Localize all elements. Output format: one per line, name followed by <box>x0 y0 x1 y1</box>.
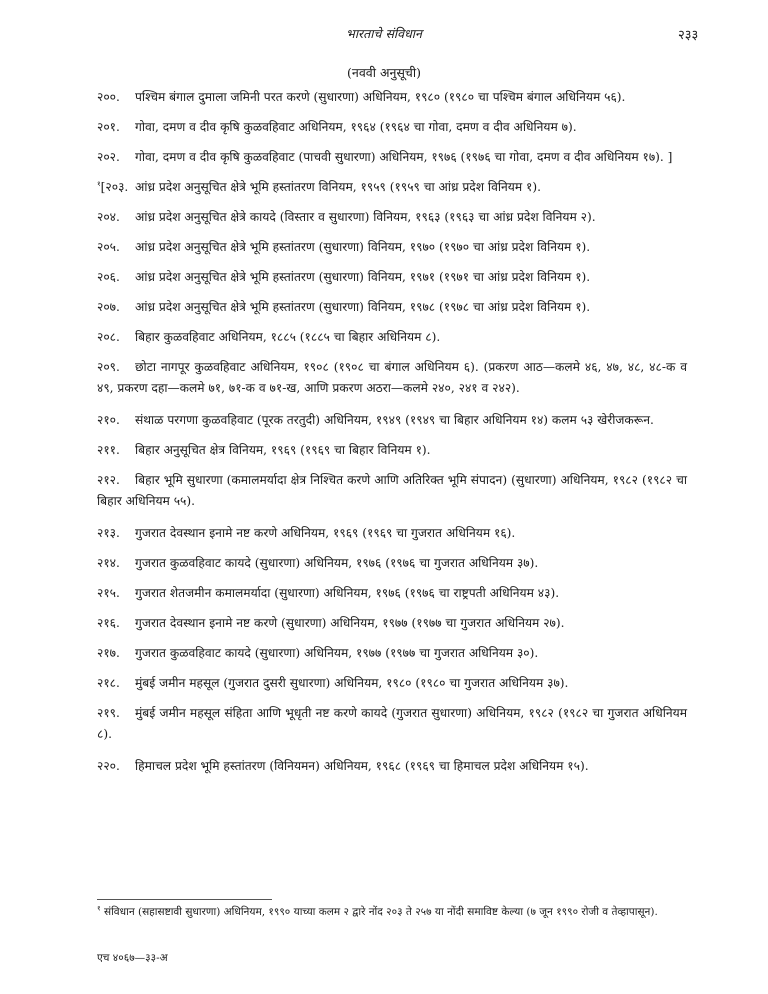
entry-number: २१५. <box>97 586 120 600</box>
entry-number: २०२. <box>97 150 120 164</box>
entry-208 <box>97 327 687 348</box>
entry-212 <box>97 470 687 512</box>
entry-217 <box>97 643 687 664</box>
entry-text: आंध्र प्रदेश अनुसूचित क्षेत्रे भूमि हस्तांतरण (सुधारणा) विनियम, १९७१ (१९७१ चा आंध्र प्रदेश विनियम १). <box>135 270 591 284</box>
entry-number: २०८. <box>97 330 120 344</box>
entry-202 <box>97 147 687 168</box>
entry-number <box>97 177 135 198</box>
entry-number: २१३. <box>97 526 120 540</box>
entry-201 <box>97 117 687 138</box>
entry-214 <box>97 553 687 574</box>
entry-text: छोटा नागपूर कुळवहिवाट अधिनियम, १९०८ (१९०८ चा बंगाल अधिनियम ६). (प्रकरण आठ—कलमे ४६, ४७, ४८, ४८-क व ४९, प्रकरण दहा—कलमे ७१, ७१-क व ७१-ख, आणि प्रकरण अठरा—कलमे २४०, २४१ व २४२). <box>97 360 687 395</box>
entry-216 <box>97 613 687 634</box>
entry-text: गोवा, दमण व दीव कृषि कुळवहिवाट अधिनियम, १९६४ (१९६४ चा गोवा, दमण व दीव अधिनियम ७). <box>135 120 577 134</box>
entry-number: २०६. <box>97 270 120 284</box>
entry-number: २२०. <box>97 759 120 773</box>
entry-text: गुजरात देवस्थान इनामे नष्ट करणे (सुधारणा) अधिनियम, १९७७ (१९७७ चा गुजरात अधिनियम २७). <box>135 616 565 630</box>
footnote-divider <box>97 899 272 900</box>
running-header-title: भारताचे संविधान <box>346 26 422 41</box>
entry-text: गुजरात कुळवहिवाट कायदे (सुधारणा) अधिनियम, १९७६ (१९७६ चा गुजरात अधिनियम ३७). <box>135 556 539 570</box>
entry-215 <box>97 583 687 604</box>
entry-number: २०१. <box>97 120 120 134</box>
entry-200 <box>97 87 687 108</box>
entry-number: २१८. <box>97 676 120 690</box>
entry-205 <box>97 237 687 258</box>
entry-number: २१२. <box>97 473 120 487</box>
entry-203 <box>97 177 687 198</box>
entry-text: मुंबई जमीन महसूल संहिता आणि भूधृती नष्ट करणे कायदे (गुजरात सुधारणा) अधिनियम, १९८२ (१९८२ चा गुजरात अधिनियम ८). <box>97 706 687 741</box>
entry-209 <box>97 357 687 399</box>
entry-text: हिमाचल प्रदेश भूमि हस्तांतरण (विनियमन) अधिनियम, १९६८ (१९६९ चा हिमाचल प्रदेश अधिनियम १५). <box>135 759 589 773</box>
schedule-subtitle: (नववी अनुसूची) <box>347 65 421 80</box>
entry-number: २११. <box>97 443 120 457</box>
entry-number: २१६. <box>97 616 120 630</box>
entry-text: पश्चिम बंगाल दुमाला जमिनी परत करणे (सुधारणा) अधिनियम, १९८० (१९८० चा पश्चिम बंगाल अधिनियम ५६). <box>135 90 626 104</box>
entry-219 <box>97 703 687 745</box>
footnote-text: संविधान (सहासष्टावी सुधारणा) अधिनियम, १९९० याच्या कलम २ द्वारे नोंद २०३ ते २५७ या नोंदी समाविष्ट केल्या (७ जून १९९० रोजी व तेव्हापासून). <box>103 906 658 918</box>
entry-206 <box>97 267 687 288</box>
entry-220 <box>97 756 687 777</box>
entry-text: गुजरात देवस्थान इनामे नष्ट करणे अधिनियम, १९६९ (१९६९ चा गुजरात अधिनियम १६). <box>135 526 516 540</box>
entry-text: बिहार अनुसूचित क्षेत्र विनियम, १९६९ (१९६९ चा बिहार विनियम १). <box>135 443 431 457</box>
entry-text: आंध्र प्रदेश अनुसूचित क्षेत्रे कायदे (विस्तार व सुधारणा) विनियम, १९६३ (१९६३ चा आंध्र प्रदेश विनियम २). <box>135 210 596 224</box>
entry-number: २१४. <box>97 556 120 570</box>
entry-text: गोवा, दमण व दीव कृषि कुळवहिवाट (पाचवी सुधारणा) अधिनियम, १९७६ (१९७६ चा गोवा, दमण व दीव अधिनियम १७). ] <box>135 150 673 164</box>
entry-number: २०५. <box>97 240 120 254</box>
entry-text: गुजरात शेतजमीन कमालमर्यादा (सुधारणा) अधिनियम, १९७६ (१९७६ चा राष्ट्रपती अधिनियम ४३). <box>135 586 560 600</box>
entry-number: २१९. <box>97 706 120 720</box>
entry-213 <box>97 523 687 544</box>
entry-number: २१७. <box>97 646 120 660</box>
entry-text: संथाळ परगणा कुळवहिवाट (पूरक तरतुदी) अधिनियम, १९४९ (१९४९ चा बिहार अधिनियम १४) कलम ५३ खेरीजकरून. <box>135 413 654 427</box>
entry-number: २०९. <box>97 360 120 374</box>
entry-number: २००. <box>97 90 120 104</box>
page-code: एच ४०६७—३३-अ <box>97 952 168 964</box>
entry-text: गुजरात कुळवहिवाट कायदे (सुधारणा) अधिनियम, १९७७ (१९७७ चा गुजरात अधिनियम ३०). <box>135 646 539 660</box>
footnote-marker: १ <box>97 904 101 913</box>
entry-211 <box>97 440 687 461</box>
entry-210 <box>97 410 687 431</box>
entry-204 <box>97 207 687 228</box>
entry-text: बिहार कुळवहिवाट अधिनियम, १८८५ (१८८५ चा बिहार अधिनियम ८). <box>135 330 441 344</box>
entry-text: आंध्र प्रदेश अनुसूचित क्षेत्रे भूमि हस्तांतरण (सुधारणा) विनियम, १९७० (१९७० चा आंध्र प्रदेश विनियम १). <box>135 240 591 254</box>
entry-text: आंध्र प्रदेश अनुसूचित क्षेत्रे भूमि हस्तांतरण (सुधारणा) विनियम, १९७८ (१९७८ चा आंध्र प्रदेश विनियम १). <box>135 300 591 314</box>
footnote <box>97 904 687 921</box>
entry-number: २१०. <box>97 413 120 427</box>
entry-text: मुंबई जमीन महसूल (गुजरात दुसरी सुधारणा) अधिनियम, १९८० (१९८० चा गुजरात अधिनियम ३७). <box>135 676 569 690</box>
entry-text: आंध्र प्रदेश अनुसूचित क्षेत्रे भूमि हस्तांतरण विनियम, १९५९ (१९५९ चा आंध्र प्रदेश विनियम १). <box>135 180 541 194</box>
entry-207 <box>97 297 687 318</box>
footnote-marker: १ <box>97 179 101 188</box>
page-number: २३३ <box>678 28 699 43</box>
entry-number: २०७. <box>97 300 120 314</box>
entry-text: बिहार भूमि सुधारणा (कमालमर्यादा क्षेत्र निश्चित करणे आणि अतिरिक्त भूमि संपादन) (सुधारणा) अधिनियम, १९८२ (१९८२ चा बिहार अधिनियम ५५). <box>97 473 687 508</box>
entry-number: २०४. <box>97 210 120 224</box>
entry-number-text: [२०३. <box>100 180 129 194</box>
entry-218 <box>97 673 687 694</box>
